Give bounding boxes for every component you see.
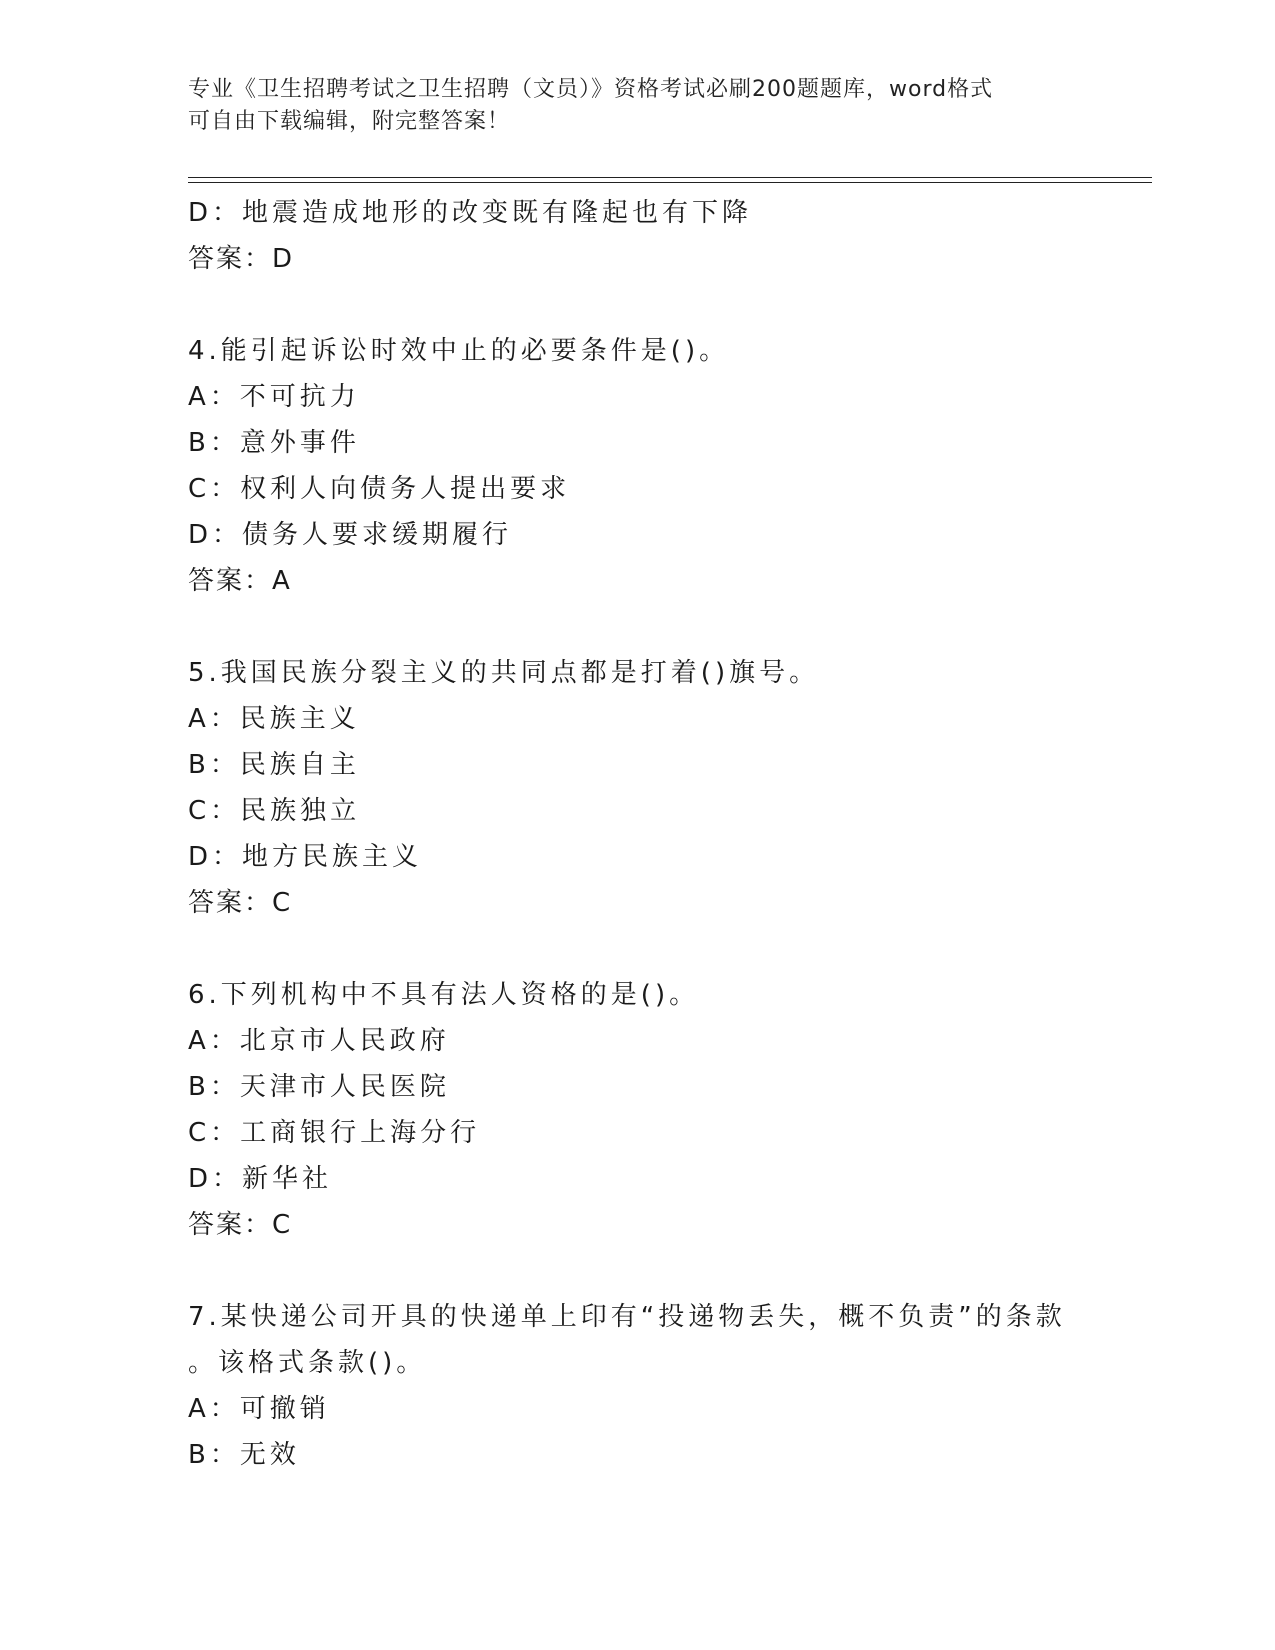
option-a: A：北京市人民政府 <box>188 1026 450 1056</box>
option-d: D：地方民族主义 <box>188 842 423 872</box>
option-d: D：新华社 <box>188 1164 333 1194</box>
option-d: D：债务人要求缓期履行 <box>188 520 513 550</box>
option-a: A：不可抗力 <box>188 382 360 412</box>
option-c: C：权利人向债务人提出要求 <box>188 474 571 504</box>
answer-line: 答案：C <box>188 888 293 918</box>
question-4 <box>188 328 1108 604</box>
option-c: C：工商银行上海分行 <box>188 1118 481 1148</box>
option-c: C：民族独立 <box>188 796 361 826</box>
answer-line: 答案：A <box>188 566 292 596</box>
question-list <box>188 190 1108 1478</box>
option-a: A：民族主义 <box>188 704 360 734</box>
question-3-tail <box>188 190 1108 282</box>
question-stem: 4.能引起诉讼时效中止的必要条件是()。 <box>188 336 730 366</box>
question-stem-line-2: 。该格式条款()。 <box>188 1348 427 1378</box>
question-stem: 6.下列机构中不具有法人资格的是()。 <box>188 980 700 1010</box>
question-6 <box>188 972 1108 1248</box>
question-7 <box>188 1294 1108 1478</box>
question-5 <box>188 650 1108 926</box>
option-b: B：民族自主 <box>188 750 360 780</box>
header-divider-top <box>188 177 1152 178</box>
option-d: D：地震造成地形的改变既有隆起也有下降 <box>188 198 753 228</box>
question-stem: 5.我国民族分裂主义的共同点都是打着()旗号。 <box>188 658 820 688</box>
option-b: B：无效 <box>188 1440 300 1470</box>
option-a: A：可撤销 <box>188 1394 330 1424</box>
header-divider-bottom <box>188 182 1152 183</box>
answer-line: 答案：C <box>188 1210 293 1240</box>
question-stem-line-1: 7.某快递公司开具的快递单上印有“投递物丢失，概不负责”的条款 <box>188 1302 1066 1332</box>
header-line-1: 专业《卫生招聘考试之卫生招聘（文员）》资格考试必刷200题题库，word格式 <box>188 77 994 102</box>
option-b: B：意外事件 <box>188 428 360 458</box>
option-b: B：天津市人民医院 <box>188 1072 450 1102</box>
answer-line: 答案：D <box>188 244 295 274</box>
header-line-2: 可自由下载编辑，附完整答案！ <box>188 109 511 134</box>
document-header <box>188 74 1088 138</box>
